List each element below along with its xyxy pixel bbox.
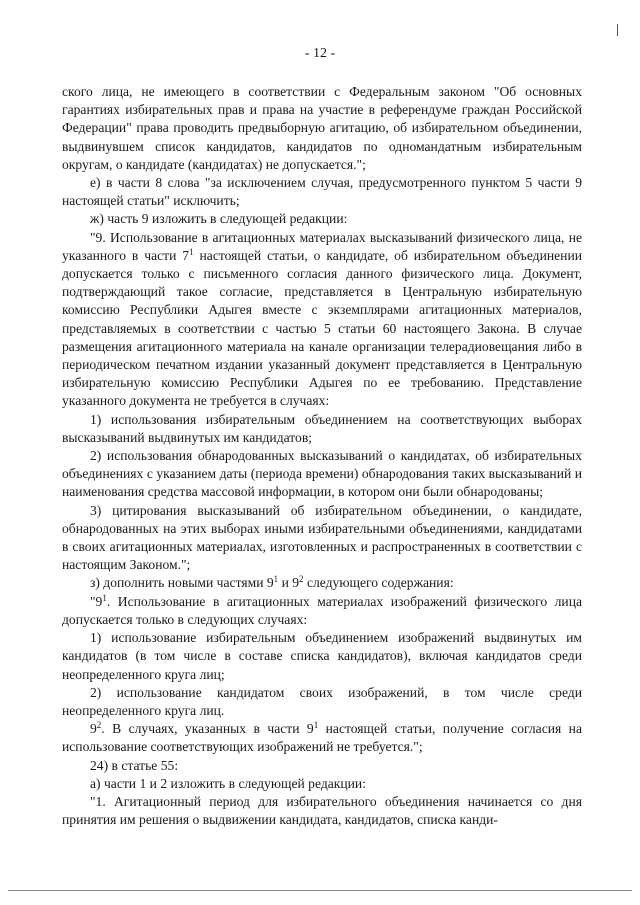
paragraph xyxy=(62,210,582,228)
superscript: 1 xyxy=(102,592,107,603)
text-run: "1. Агитационный период для избирательного объединения начинается со дня принятия им решения о выдвижении кандидата, кандидатов, списка канди- xyxy=(62,793,582,828)
document-body xyxy=(62,83,582,829)
paragraph xyxy=(62,593,582,629)
text-run: е) в части 8 слова "за исключением случая, предусмотренного пунктом 5 части 9 настоящей статьи" исключить; xyxy=(62,175,582,209)
text-run: 24) в статье 55: xyxy=(90,757,179,773)
text-run: ского лица, не имеющего в соответствии с Федеральным законом "Об основных гарантиях избирательных прав и права на участие в референдуме граждан Российской Федерации" права проводить предвыборную агитацию, об избирательном объединении, выдвинувшем список кандидатов, кандидатов по одномандатным избирательным округам, о кандидате (кандидатах) не допускается."; xyxy=(62,84,582,172)
scan-edge-mark xyxy=(617,24,618,36)
superscript: 1 xyxy=(189,246,194,257)
superscript: 1 xyxy=(273,574,279,585)
text-run: и 9 xyxy=(278,575,300,591)
text-run: 1) использование избирательным объединением изображений выдвинутых им кандидатов (в том числе в составе списка кандидатов), включая кандидатов среди неопределенного круга лиц; xyxy=(62,630,582,682)
paragraph xyxy=(62,757,582,775)
text-run: "9 xyxy=(90,593,103,609)
superscript: 1 xyxy=(313,720,319,731)
paragraph xyxy=(62,411,582,447)
page-number: - 12 - xyxy=(304,46,336,61)
text-run: следующего содержания: xyxy=(303,575,454,591)
paragraph xyxy=(62,229,582,411)
paragraph xyxy=(62,629,582,684)
text-run: настоящей статьи, о кандидате, об избирательном объединении допускается только с письменного согласия данного физического лица. Документ, подтверждающий такое согласие, представляется в Центральную избирательную комиссию Республики Адыгея вместе с экземплярами агитационных материалов, представляемых в соответствии с частью 5 статьи 60 настоящего Закона. В случае размещения агитационного материала на канале организации телерадиовещания либо в периодическом печатном издании указанный документ представляется в Центральную избирательную комиссию Республики Адыгея по ее требованию. Представление указанного документа не требуется в случаях: xyxy=(62,247,582,409)
paragraph xyxy=(62,447,582,502)
paragraph xyxy=(62,793,582,829)
text-run: 2) использования обнародованных высказываний о кандидатах, об избирательных объединениях с указанием даты (периода времени) обнародования таких высказываний и наименования средства массовой информации, в котором они были обнародованы; xyxy=(62,448,582,500)
text-run: а) части 1 и 2 изложить в следующей редакции: xyxy=(90,775,366,791)
superscript: 2 xyxy=(96,720,102,731)
text-run: 3) цитирования высказываний об избирательном объединении, о кандидате, обнародованных на этих выборах иными избирательными объединениями, кандидатами в своих агитационных материалах, изготовленных и распространенных в соответствии с настоящим Законом."; xyxy=(62,502,582,573)
text-run: 9 xyxy=(90,721,97,737)
scan-bottom-edge xyxy=(8,890,632,891)
paragraph xyxy=(62,83,582,174)
text-run: . В случаях, указанных в части 9 xyxy=(101,721,314,737)
paragraph xyxy=(62,720,582,756)
paragraph xyxy=(62,502,582,575)
paragraph xyxy=(62,775,582,793)
text-run: 2) использование кандидатом своих изображений, в том числе среди неопределенного круга лиц. xyxy=(62,684,582,718)
text-run: з) дополнить новыми частями 9 xyxy=(90,575,274,591)
paragraph xyxy=(62,684,582,720)
text-run: . Использование в агитационных материалах изображений физического лица допускается только в следующих случаях: xyxy=(62,593,582,627)
text-run: настоящей статьи, получение согласия на использование соответствующих изображений не требуется."; xyxy=(62,721,582,755)
paragraph xyxy=(62,174,582,210)
text-run: 1) использования избирательным объединением на соответствующих выборах высказываний выдвинутых им кандидатов; xyxy=(62,411,582,445)
text-run: "9. Использование в агитационных материалах высказываний физического лица, не указанного в части 7 xyxy=(62,229,582,263)
superscript: 2 xyxy=(299,574,304,585)
paragraph xyxy=(62,574,582,592)
text-run: ж) часть 9 изложить в следующей редакции: xyxy=(90,211,348,227)
